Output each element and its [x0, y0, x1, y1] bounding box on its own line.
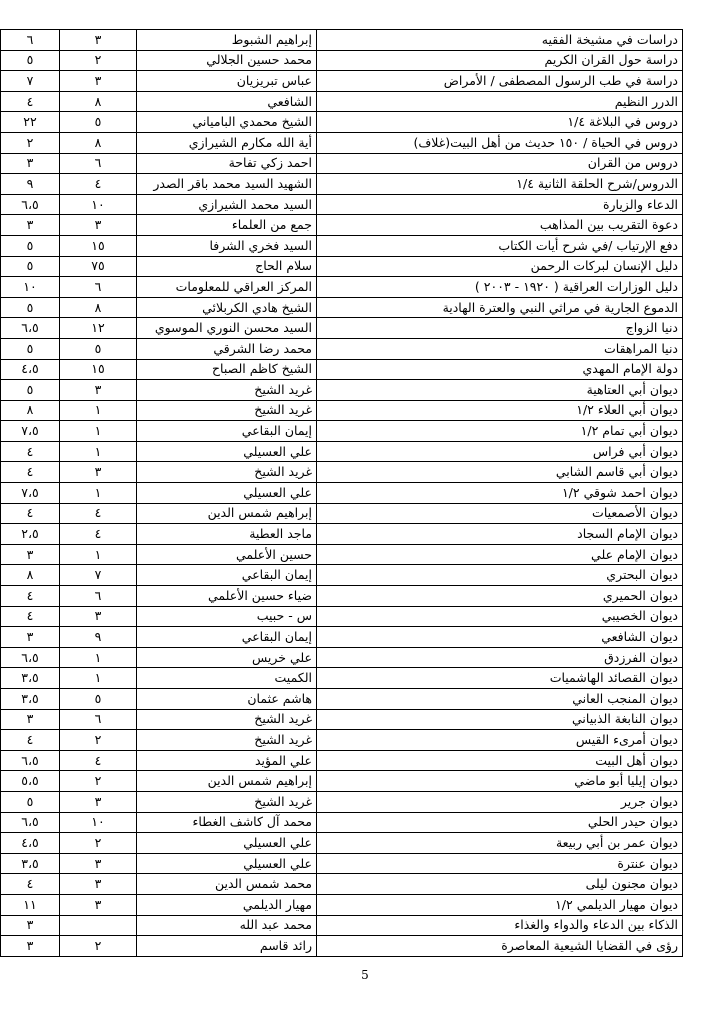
table-row [1, 174, 683, 195]
table-row [1, 30, 683, 51]
quantity-cell: ١٥ [60, 359, 137, 380]
table-row [1, 462, 683, 483]
quantity-cell: ١٠ [60, 194, 137, 215]
title-cell: ديوان الأصمعيات [317, 503, 683, 524]
price-cell: ٤ [1, 606, 60, 627]
table-row [1, 277, 683, 298]
price-cell: ٣ [1, 709, 60, 730]
table-row [1, 791, 683, 812]
author-cell: إبراهيم شمس الدين [137, 771, 317, 792]
title-cell: ديوان أبي العلاء ١/٢ [317, 400, 683, 421]
price-cell: ٣،٥ [1, 668, 60, 689]
title-cell: ديوان الفرزدق [317, 647, 683, 668]
quantity-cell: ٢ [60, 50, 137, 71]
price-cell: ٥ [1, 235, 60, 256]
author-cell: غريد الشيخ [137, 400, 317, 421]
price-cell: ٥ [1, 791, 60, 812]
quantity-cell: ٧٥ [60, 256, 137, 277]
author-cell: غريد الشيخ [137, 380, 317, 401]
table-row [1, 318, 683, 339]
price-cell: ٢ [1, 132, 60, 153]
table-row [1, 833, 683, 854]
title-cell: ديوان الشافعي [317, 627, 683, 648]
table-row [1, 894, 683, 915]
table-row [1, 483, 683, 504]
quantity-cell: ٣ [60, 215, 137, 236]
quantity-cell: ٦ [60, 277, 137, 298]
table-row [1, 503, 683, 524]
quantity-cell: ٤ [60, 524, 137, 545]
quantity-cell: ٣ [60, 606, 137, 627]
quantity-cell: ٣ [60, 462, 137, 483]
table-row [1, 359, 683, 380]
quantity-cell: ٦ [60, 153, 137, 174]
table-row [1, 936, 683, 957]
quantity-cell: ٤ [60, 750, 137, 771]
title-cell: ديوان أبي قاسم الشابي [317, 462, 683, 483]
quantity-cell: ٥ [60, 112, 137, 133]
author-cell: سلام الحاج [137, 256, 317, 277]
table-row [1, 256, 683, 277]
table-row [1, 71, 683, 92]
title-cell: ديوان الحميري [317, 586, 683, 607]
price-cell: ٤ [1, 874, 60, 895]
table-row [1, 750, 683, 771]
title-cell: دولة الإمام المهدي [317, 359, 683, 380]
table-row [1, 586, 683, 607]
title-cell: ديوان عمر بن أبي ربيعة [317, 833, 683, 854]
price-cell: ٦،٥ [1, 647, 60, 668]
table-row [1, 215, 683, 236]
quantity-cell: ٧ [60, 565, 137, 586]
quantity-cell: ٢ [60, 730, 137, 751]
author-cell: محمد عبد الله [137, 915, 317, 936]
table-row [1, 709, 683, 730]
title-cell: ديوان عنترة [317, 853, 683, 874]
price-cell: ٣،٥ [1, 853, 60, 874]
price-cell: ٥ [1, 256, 60, 277]
author-cell: س - حبيب [137, 606, 317, 627]
quantity-cell: ١ [60, 441, 137, 462]
price-cell: ٦،٥ [1, 318, 60, 339]
table-row [1, 668, 683, 689]
quantity-cell: ١ [60, 483, 137, 504]
author-cell: إبراهيم شمس الدين [137, 503, 317, 524]
quantity-cell: ٣ [60, 380, 137, 401]
quantity-cell: ١٠ [60, 812, 137, 833]
quantity-cell: ٨ [60, 132, 137, 153]
quantity-cell: ١ [60, 647, 137, 668]
title-cell: دروس من القران [317, 153, 683, 174]
title-cell: دراسات في مشيخة الفقيه [317, 30, 683, 51]
table-row [1, 647, 683, 668]
table-row [1, 524, 683, 545]
author-cell: علي خريس [137, 647, 317, 668]
price-cell: ٥ [1, 338, 60, 359]
author-cell: علي العسيلي [137, 833, 317, 854]
table-row [1, 915, 683, 936]
price-cell: ٦،٥ [1, 750, 60, 771]
title-cell: ديوان النابغة الذبياني [317, 709, 683, 730]
author-cell: الشيخ محمدي البامياني [137, 112, 317, 133]
price-cell: ٦ [1, 30, 60, 51]
quantity-cell: ٣ [60, 791, 137, 812]
title-cell: ديوان البحتري [317, 565, 683, 586]
price-cell: ٣ [1, 915, 60, 936]
quantity-cell: ٢ [60, 771, 137, 792]
author-cell: أية الله مكارم الشيرازي [137, 132, 317, 153]
title-cell: ديوان الإمام علي [317, 544, 683, 565]
price-cell: ٢،٥ [1, 524, 60, 545]
quantity-cell: ٢ [60, 936, 137, 957]
table-row [1, 627, 683, 648]
author-cell: غريد الشيخ [137, 730, 317, 751]
price-cell: ٣،٥ [1, 689, 60, 710]
price-cell: ٩ [1, 174, 60, 195]
page-number: 5 [361, 968, 369, 982]
price-cell: ٥ [1, 297, 60, 318]
author-cell: إيمان البقاعي [137, 421, 317, 442]
title-cell: رؤى في القضايا الشيعية المعاصرة [317, 936, 683, 957]
author-cell: حسين الأعلمي [137, 544, 317, 565]
table-row [1, 153, 683, 174]
title-cell: ديوان أمرىء القيس [317, 730, 683, 751]
author-cell: علي العسيلي [137, 853, 317, 874]
price-cell: ٣ [1, 215, 60, 236]
title-cell: دليل الإنسان لبركات الرحمن [317, 256, 683, 277]
title-cell: ديوان جرير [317, 791, 683, 812]
price-cell: ١٠ [1, 277, 60, 298]
quantity-cell: ٣ [60, 30, 137, 51]
quantity-cell: ١ [60, 400, 137, 421]
title-cell: دروس في البلاغة ١/٤ [317, 112, 683, 133]
table-row [1, 853, 683, 874]
quantity-cell: ٣ [60, 894, 137, 915]
title-cell: ديوان مجنون ليلى [317, 874, 683, 895]
table-row [1, 91, 683, 112]
price-cell: ٣ [1, 544, 60, 565]
price-cell: ٦،٥ [1, 194, 60, 215]
price-cell: ٥ [1, 380, 60, 401]
catalog-sheet [0, 29, 683, 957]
price-cell: ٨ [1, 565, 60, 586]
title-cell: ديوان مهيار الديلمي ١/٢ [317, 894, 683, 915]
title-cell: ديوان حيدر الحلي [317, 812, 683, 833]
title-cell: دليل الوزارات العراقية ( ١٩٢٠ - ٢٠٠٣ ) [317, 277, 683, 298]
table-row [1, 400, 683, 421]
quantity-cell: ٣ [60, 853, 137, 874]
table-row [1, 441, 683, 462]
author-cell: محمد رضا الشرقي [137, 338, 317, 359]
price-cell: ٣ [1, 627, 60, 648]
price-cell: ٣ [1, 153, 60, 174]
table-row [1, 689, 683, 710]
author-cell: إبراهيم الشبوط [137, 30, 317, 51]
quantity-cell: ٨ [60, 91, 137, 112]
author-cell: المركز العراقي للمعلومات [137, 277, 317, 298]
table-row [1, 194, 683, 215]
catalog-body [1, 30, 683, 957]
quantity-cell: ١ [60, 668, 137, 689]
title-cell: ديوان القصائد الهاشميات [317, 668, 683, 689]
table-row [1, 297, 683, 318]
price-cell: ٤ [1, 586, 60, 607]
price-cell: ٧،٥ [1, 421, 60, 442]
title-cell: دراسة في طب الرسول المصطفى / الأمراض [317, 71, 683, 92]
author-cell: علي المؤيد [137, 750, 317, 771]
table-row [1, 606, 683, 627]
price-cell: ٨ [1, 400, 60, 421]
title-cell: ديوان الخصيبي [317, 606, 683, 627]
price-cell: ٤ [1, 730, 60, 751]
title-cell: الدروس/شرح الحلقة الثانية ١/٤ [317, 174, 683, 195]
quantity-cell: ٥ [60, 338, 137, 359]
title-cell: ديوان أبي تمام ١/٢ [317, 421, 683, 442]
table-row [1, 338, 683, 359]
quantity-cell: ٦ [60, 586, 137, 607]
price-cell: ٥ [1, 50, 60, 71]
title-cell: دعوة التقريب بين المذاهب [317, 215, 683, 236]
title-cell: الذكاء بين الدعاء والدواء والغذاء [317, 915, 683, 936]
author-cell: رائد قاسم [137, 936, 317, 957]
price-cell: ٣ [1, 936, 60, 957]
quantity-cell: ٣ [60, 874, 137, 895]
author-cell: السيد محسن النوري الموسوي [137, 318, 317, 339]
price-cell: ٧،٥ [1, 483, 60, 504]
table-row [1, 50, 683, 71]
title-cell: الدموع الجارية في مراثي النبي والعترة الهادية [317, 297, 683, 318]
author-cell: غريد الشيخ [137, 791, 317, 812]
table-row [1, 112, 683, 133]
price-cell: ٧ [1, 71, 60, 92]
author-cell: عباس تبريزيان [137, 71, 317, 92]
quantity-cell: ٣ [60, 71, 137, 92]
quantity-cell: ٨ [60, 297, 137, 318]
table-row [1, 380, 683, 401]
table-row [1, 874, 683, 895]
quantity-cell: ٥ [60, 689, 137, 710]
quantity-cell: ٩ [60, 627, 137, 648]
title-cell: دفع الإرتياب /في شرح أيات الكتاب [317, 235, 683, 256]
title-cell: ديوان إيليا أبو ماضي [317, 771, 683, 792]
author-cell: الكميت [137, 668, 317, 689]
table-row [1, 730, 683, 751]
author-cell: احمد زكي تفاحة [137, 153, 317, 174]
author-cell: علي العسيلي [137, 483, 317, 504]
author-cell: محمد حسين الجلالي [137, 50, 317, 71]
quantity-cell [60, 915, 137, 936]
quantity-cell: ١ [60, 544, 137, 565]
title-cell: دراسة حول القران الكريم [317, 50, 683, 71]
title-cell: ديوان أهل البيت [317, 750, 683, 771]
author-cell: محمد شمس الدين [137, 874, 317, 895]
quantity-cell: ٦ [60, 709, 137, 730]
author-cell: السيد فخري الشرفا [137, 235, 317, 256]
author-cell: إيمان البقاعي [137, 565, 317, 586]
quantity-cell: ١ [60, 421, 137, 442]
author-cell: الشافعي [137, 91, 317, 112]
price-cell: ٤،٥ [1, 833, 60, 854]
price-cell: ٤ [1, 91, 60, 112]
author-cell: مهيار الديلمي [137, 894, 317, 915]
table-row [1, 421, 683, 442]
table-row [1, 544, 683, 565]
price-cell: ٤،٥ [1, 359, 60, 380]
author-cell: ضياء حسين الأعلمي [137, 586, 317, 607]
price-cell: ٤ [1, 441, 60, 462]
quantity-cell: ١٥ [60, 235, 137, 256]
author-cell: محمد آل كاشف الغطاء [137, 812, 317, 833]
author-cell: الشيخ كاظم الصباح [137, 359, 317, 380]
title-cell: ديوان المنجب العاني [317, 689, 683, 710]
author-cell: غريد الشيخ [137, 709, 317, 730]
title-cell: ديوان أبي العتاهية [317, 380, 683, 401]
title-cell: ديوان أبي فراس [317, 441, 683, 462]
quantity-cell: ١٢ [60, 318, 137, 339]
author-cell: هاشم عثمان [137, 689, 317, 710]
author-cell: السيد محمد الشيرازي [137, 194, 317, 215]
price-cell: ٢٢ [1, 112, 60, 133]
title-cell: دروس في الحياة / ١٥٠ حديث من أهل البيت(غلاف) [317, 132, 683, 153]
title-cell: دنيا الزواج [317, 318, 683, 339]
title-cell: الدعاء والزيارة [317, 194, 683, 215]
title-cell: الدرر النظيم [317, 91, 683, 112]
author-cell: الشيخ هادي الكربلائي [137, 297, 317, 318]
table-row [1, 132, 683, 153]
author-cell: إيمان البقاعي [137, 627, 317, 648]
author-cell: الشهيد السيد محمد باقر الصدر [137, 174, 317, 195]
price-cell: ٥،٥ [1, 771, 60, 792]
book-catalog-table [0, 29, 683, 957]
price-cell: ٤ [1, 462, 60, 483]
author-cell: غريد الشيخ [137, 462, 317, 483]
table-row [1, 812, 683, 833]
title-cell: ديوان احمد شوقي ١/٢ [317, 483, 683, 504]
table-row [1, 235, 683, 256]
quantity-cell: ٤ [60, 503, 137, 524]
author-cell: جمع من العلماء [137, 215, 317, 236]
author-cell: ماجد العطية [137, 524, 317, 545]
table-row [1, 565, 683, 586]
price-cell: ١١ [1, 894, 60, 915]
price-cell: ٤ [1, 503, 60, 524]
title-cell: دنيا المراهقات [317, 338, 683, 359]
quantity-cell: ٢ [60, 833, 137, 854]
title-cell: ديوان الإمام السجاد [317, 524, 683, 545]
author-cell: علي العسيلي [137, 441, 317, 462]
quantity-cell: ٤ [60, 174, 137, 195]
table-row [1, 771, 683, 792]
price-cell: ٦،٥ [1, 812, 60, 833]
